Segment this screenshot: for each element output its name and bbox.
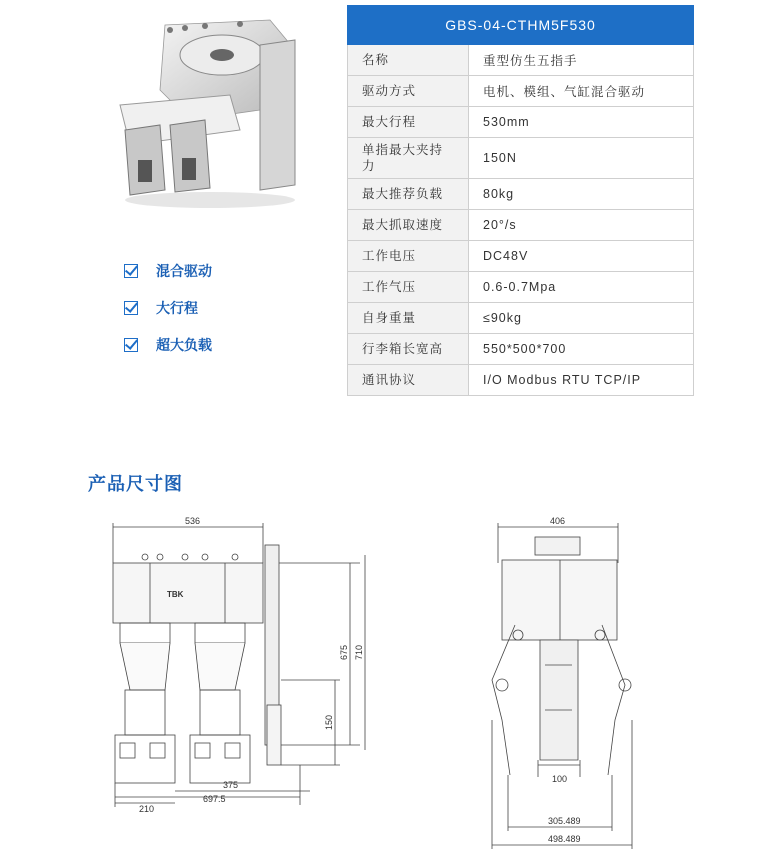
table-row [348,76,694,107]
feature-item [124,289,212,326]
spec-value: 重型仿生五指手 [469,45,694,76]
spec-value: 电机、模组、气缸混合驱动 [469,76,694,107]
spec-key: 最大推荐负载 [348,179,469,210]
dim-375: 375 [223,780,239,790]
feature-item [124,252,212,289]
table-row [348,45,694,76]
dim-536: 536 [185,516,201,526]
dim-305: 305.489 [548,816,581,826]
spec-value: ≤90kg [469,303,694,334]
spec-key: 名称 [348,45,469,76]
spec-table [347,5,694,396]
section-title: 产品尺寸图 [88,474,183,494]
table-row [348,241,694,272]
spec-value: 550*500*700 [469,334,694,365]
table-row [348,138,694,179]
spec-key: 最大行程 [348,107,469,138]
feature-label: 混合驱动 [156,262,212,279]
drawing-logo: TBK [167,590,184,599]
dim-675: 675 [339,644,349,660]
checkbox-icon [124,338,138,352]
spec-key: 最大抓取速度 [348,210,469,241]
spec-value: 80kg [469,179,694,210]
table-row [348,210,694,241]
table-row [348,365,694,396]
product-photo [110,10,315,210]
feature-list [124,252,212,363]
table-row [348,107,694,138]
dim-100: 100 [552,774,568,784]
feature-item [124,326,212,363]
spec-key: 驱动方式 [348,76,469,107]
spec-value: 20°/s [469,210,694,241]
table-row [348,179,694,210]
spec-value: I/O Modbus RTU TCP/IP [469,365,694,396]
spec-key: 自身重量 [348,303,469,334]
feature-label: 超大负载 [156,336,212,353]
model-header: GBS-04-CTHM5F530 [348,6,694,45]
front-view-drawing [105,515,380,815]
checkbox-icon [124,264,138,278]
dim-210: 210 [139,804,155,814]
spec-key: 通讯协议 [348,365,469,396]
spec-key: 工作电压 [348,241,469,272]
dim-406: 406 [550,516,566,526]
spec-key: 单指最大夹持力 [348,138,469,179]
spec-value: 530mm [469,107,694,138]
dim-150: 150 [324,714,334,730]
table-row [348,334,694,365]
spec-value: DC48V [469,241,694,272]
table-row [348,272,694,303]
feature-label: 大行程 [156,299,198,316]
spec-value: 150N [469,138,694,179]
side-view-drawing [480,515,645,855]
spec-value: 0.6-0.7Mpa [469,272,694,303]
dim-710: 710 [354,644,364,660]
table-row [348,303,694,334]
spec-key: 行李箱长宽高 [348,334,469,365]
dim-498: 498.489 [548,834,581,844]
dim-697: 697.5 [203,794,226,804]
checkbox-icon [124,301,138,315]
spec-key: 工作气压 [348,272,469,303]
